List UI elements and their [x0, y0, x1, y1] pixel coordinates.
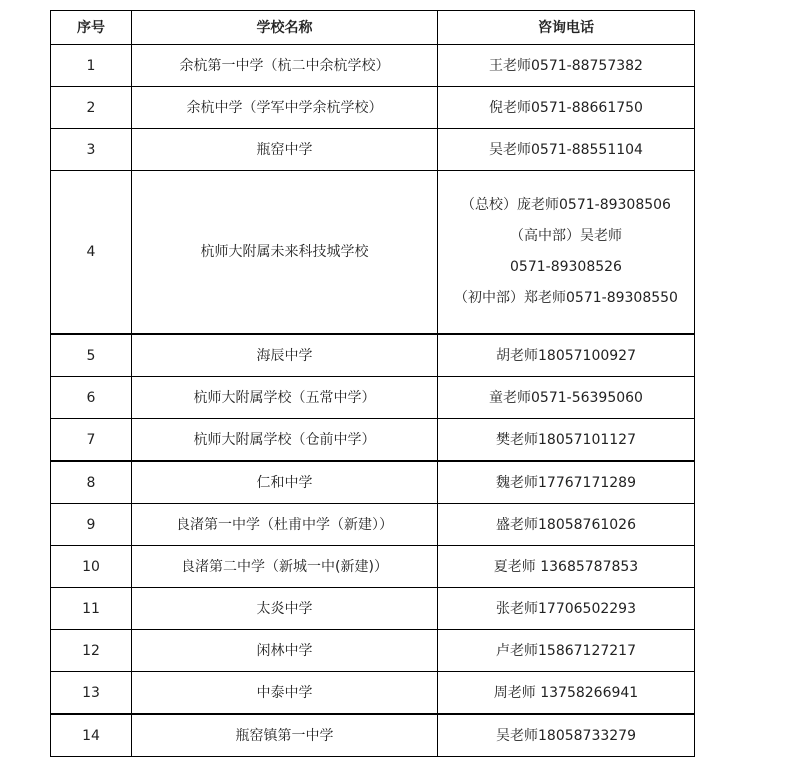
- row-no: 11: [51, 588, 132, 630]
- row-no: 12: [51, 630, 132, 672]
- row-phone: 周老师 13758266941: [438, 672, 695, 715]
- row-no: 3: [51, 129, 132, 171]
- row-phone: 魏老师17767171289: [438, 461, 695, 504]
- row-no: 7: [51, 419, 132, 462]
- row-school: 仁和中学: [132, 461, 438, 504]
- row-phone: 卢老师15867127217: [438, 630, 695, 672]
- table-row: [51, 714, 695, 757]
- table-row: [51, 87, 695, 129]
- row-no: 2: [51, 87, 132, 129]
- row-school: 瓶窑中学: [132, 129, 438, 171]
- row-phone: 倪老师0571-88661750: [438, 87, 695, 129]
- row-school: 闲林中学: [132, 630, 438, 672]
- row-phone: 胡老师18057100927: [438, 334, 695, 377]
- row-no: 6: [51, 377, 132, 419]
- phone-line: 0571-89308526: [510, 259, 622, 275]
- row-phone: 童老师0571-56395060: [438, 377, 695, 419]
- phone-line: （高中部）吴老师: [510, 228, 622, 244]
- row-school: 余杭第一中学（杭二中余杭学校）: [132, 45, 438, 87]
- row-school: 良渚第一中学（杜甫中学（新建））: [132, 504, 438, 546]
- row-school: 余杭中学（学军中学余杭学校）: [132, 87, 438, 129]
- table-row: [51, 377, 695, 419]
- row-no: 8: [51, 461, 132, 504]
- table-row: [51, 504, 695, 546]
- row-phone: 吴老师0571-88551104: [438, 129, 695, 171]
- table-row: [51, 334, 695, 377]
- row-school: 良渚第二中学（新城一中(新建)）: [132, 546, 438, 588]
- phone-line: （总校）庞老师0571-89308506: [461, 197, 671, 213]
- row-phone: 吴老师18058733279: [438, 714, 695, 757]
- row-school: 中泰中学: [132, 672, 438, 715]
- header-no: 序号: [51, 11, 132, 45]
- header-school-name: 学校名称: [132, 11, 438, 45]
- row-no: 13: [51, 672, 132, 715]
- row-no: 4: [51, 171, 132, 335]
- row-phone: 夏老师 13685787853: [438, 546, 695, 588]
- row-phone: 樊老师18057101127: [438, 419, 695, 462]
- row-school: 杭师大附属学校（仓前中学）: [132, 419, 438, 462]
- row-no: 1: [51, 45, 132, 87]
- school-contact-table: [50, 10, 695, 757]
- row-no: 10: [51, 546, 132, 588]
- header-row: [51, 11, 695, 45]
- row-school: 杭师大附属学校（五常中学）: [132, 377, 438, 419]
- table-row: [51, 672, 695, 715]
- table-row: [51, 45, 695, 87]
- row-school: 瓶窑镇第一中学: [132, 714, 438, 757]
- table-row: [51, 630, 695, 672]
- row-school: 太炎中学: [132, 588, 438, 630]
- table-row: [51, 419, 695, 462]
- row-phone-multiline: [438, 171, 695, 335]
- row-school: 海辰中学: [132, 334, 438, 377]
- table-row: [51, 546, 695, 588]
- row-phone: 盛老师18058761026: [438, 504, 695, 546]
- phone-line: （初中部）郑老师0571-89308550: [454, 290, 678, 306]
- row-no: 5: [51, 334, 132, 377]
- row-phone: 张老师17706502293: [438, 588, 695, 630]
- row-school: 杭师大附属未来科技城学校: [132, 171, 438, 335]
- row-no: 9: [51, 504, 132, 546]
- table-row: [51, 461, 695, 504]
- row-phone: 王老师0571-88757382: [438, 45, 695, 87]
- table-row: [51, 129, 695, 171]
- row-no: 14: [51, 714, 132, 757]
- table-row: [51, 171, 695, 335]
- table-row: [51, 588, 695, 630]
- header-phone: 咨询电话: [438, 11, 695, 45]
